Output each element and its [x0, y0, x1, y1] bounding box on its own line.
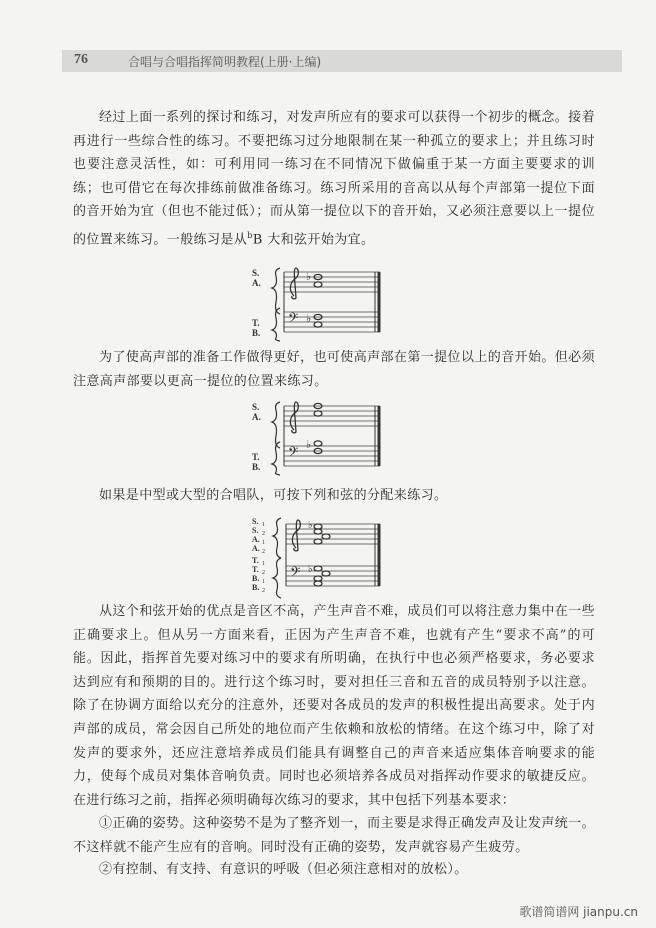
voice-number: 2 — [262, 549, 265, 555]
music-example-2 — [250, 396, 400, 476]
svg-text:♭: ♭ — [306, 439, 312, 451]
voice-label: A. — [252, 544, 260, 553]
page-number: 76 — [74, 52, 88, 67]
voice-label: B. — [252, 462, 261, 472]
svg-text:♭: ♭ — [308, 520, 313, 531]
svg-text:♭: ♭ — [306, 313, 312, 325]
voice-label: B. — [252, 583, 260, 592]
voice-number: 2 — [262, 531, 265, 537]
voice-label: S. — [252, 268, 260, 278]
voice-label: T. — [252, 318, 260, 328]
voice-label: A. — [252, 535, 260, 544]
voice-number: 1 — [262, 561, 265, 567]
svg-text:𝄢: 𝄢 — [290, 566, 301, 583]
svg-text:𝄢: 𝄢 — [288, 446, 299, 463]
music-example-3 — [250, 514, 400, 600]
voice-label: A. — [252, 278, 261, 288]
voice-label: S. — [252, 402, 260, 412]
voice-number: 1 — [262, 579, 265, 585]
paragraph-2: 为了使高声部的准备工作做得更好，也可使高声部在第一提位以上的音开始。但必须注意高声部要以更高一提位的位置来练习。 — [73, 350, 595, 389]
voice-number: 2 — [262, 570, 265, 576]
voice-label: S. — [252, 526, 259, 535]
voice-label: S. — [252, 517, 259, 526]
running-title: 合唱与合唱指挥简明教程(上册·上编) — [128, 55, 322, 69]
voice-label: B. — [252, 574, 260, 583]
voice-number: 2 — [262, 588, 265, 594]
voice-label: T. — [252, 556, 259, 565]
voice-label: T. — [252, 452, 260, 462]
paragraph-4: 从这个和弦开始的优点是音区不高，产生声音不难，成员们可以将注意力集中在一些正确要求上。但从另一方面来看，正因为产生声音不难，也就有产生“要求不高”的可能。因此，指挥首先要对练习中的要求有所明确，在执行中也必须严格要求，务必要求达到应有和预期的目的。进行这个练习时，要对担任三音和五音的成员特别予以注意。除了在协调方面给以充分的注意外，还要对各成员的发声的积极性提出高要求。处于内声部的成员，常会因自己所处的地位而产生依赖和放松的情绪。在这个练习中，除了对发声的要求外，还应注意培养成员们能具有调整自己的声音来适应集体音响要求的能力，使每个成员对集体音响负责。同时也必须培养各成员对指挥动作要求的敏捷反应。在进行练习之前，指挥必须明确每次练习的要求，其中包括下列基本要求： — [73, 604, 595, 808]
music-example-1 — [250, 262, 400, 342]
watermark: 歌谱简谱网 jianpu.cn — [519, 905, 638, 919]
svg-text:𝄢: 𝄢 — [288, 312, 299, 329]
paragraph-1: 经过上面一系列的探讨和练习，对发声所应有的要求可以获得一个初步的概念。接着再进行一些综合性的练习。不要把练习过分地限制在某一种孤立的要求上；并且练习时也要注意灵活性，如：可利用同一练习在不同情况下做偏重于某一方面主要要求的训练；也可借它在每次排练前做准备练习。练习所采用的音高以从每个声部第一提位下面的音开始为宜（但也不能过低）；而从第一提位以下的音开始，又必须注意要以上一提位的位置来练习。一般练习是从$^b$B 大和弦开始为宜。 — [73, 110, 595, 248]
paragraph-5: ①正确的姿势。这种姿势不是为了整齐划一，而主要是求得正确发声及让发声统一。不这样就不能产生应有的音响。同时没有正确的姿势，发声就容易产生疲劳。 — [73, 816, 595, 855]
voice-number: 1 — [262, 540, 265, 546]
voice-label: A. — [252, 412, 261, 422]
svg-text:♭: ♭ — [308, 564, 313, 575]
paragraph-3: 如果是中型或大型的合唱队，可按下列和弦的分配来练习。 — [99, 488, 448, 503]
svg-text:♭: ♭ — [306, 271, 312, 283]
voice-number: 1 — [262, 522, 265, 528]
voice-label: T. — [252, 565, 259, 574]
voice-label: B. — [252, 328, 261, 338]
paragraph-6: ②有控制、有支持、有意识的呼吸（但必须注意相对的放松）。 — [99, 862, 468, 877]
